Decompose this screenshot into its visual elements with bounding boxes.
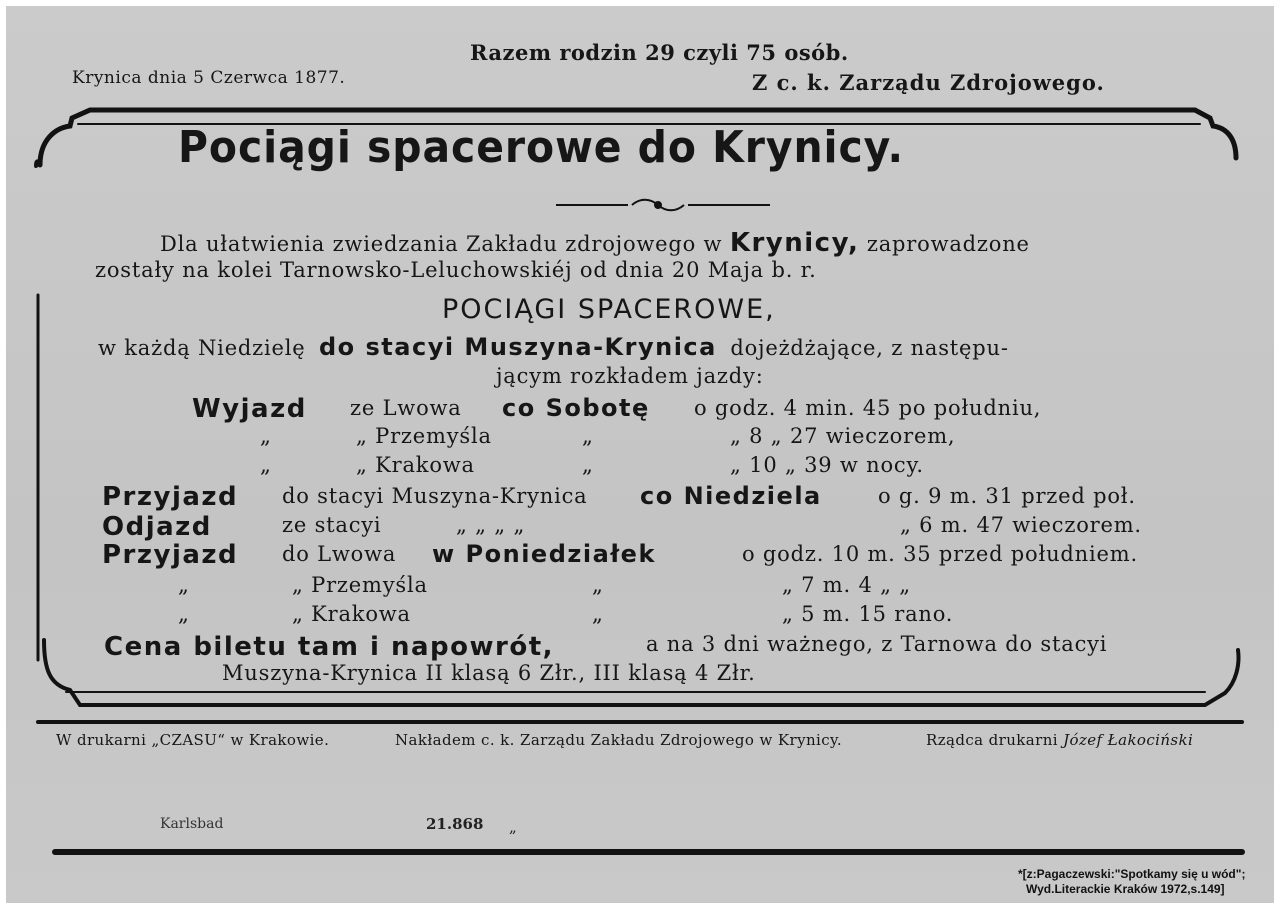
row-2-from: „ Przemyśla bbox=[356, 424, 492, 448]
next-list-name: Karlsbad bbox=[160, 816, 224, 832]
row-6-from: do Lwowa bbox=[282, 542, 397, 566]
publisher-imprint: Nakładem c. k. Zarządu Zakładu Zdrojowego w Krynicy. bbox=[395, 731, 843, 749]
price-line-2: Muszyna-Krynica II klasą 6 Złr., III klasą 4 Złr. bbox=[222, 661, 756, 685]
row-2-time: „ 8 „ 27 wieczorem, bbox=[730, 424, 956, 448]
row-7-from: „ Przemyśla bbox=[292, 573, 428, 597]
row-3-time: „ 10 „ 39 w nocy. bbox=[730, 453, 924, 477]
row-3-day: „ bbox=[582, 453, 594, 477]
row-3-label: „ bbox=[260, 453, 272, 477]
row-5-time: „ 6 m. 47 wieczorem. bbox=[900, 513, 1142, 537]
next-list-mark: „ bbox=[509, 818, 517, 836]
row-6-day: w Poniedziałek bbox=[432, 540, 656, 568]
row-4-from: do stacyi Muszyna-Krynica bbox=[282, 484, 588, 508]
title-divider-ornament bbox=[556, 200, 770, 211]
printer-imprint: W drukarni „CZASU“ w Krakowie. bbox=[56, 731, 330, 749]
price-text: a na 3 dni ważnego, z Tarnowa do stacyi bbox=[646, 632, 1108, 656]
row-5-from: ze stacyi bbox=[282, 513, 382, 537]
row-2-day: „ bbox=[582, 424, 594, 448]
print-manager-name: Józef Łakociński bbox=[1063, 731, 1194, 749]
row-1-time: o godz. 4 min. 45 po południu, bbox=[694, 396, 1042, 420]
sunday-text-c: dojeżdżające, z następu- bbox=[730, 336, 1009, 360]
row-8-label: „ bbox=[178, 602, 190, 626]
next-list-number: 21.868 bbox=[426, 815, 484, 833]
row-5-day: „ „ „ „ bbox=[456, 513, 526, 537]
intro-text-b: zaprowadzone bbox=[866, 232, 1030, 256]
source-credit-line-2: Wyd.Literackie Kraków 1972,s.149] bbox=[1026, 882, 1225, 896]
page-title: Pociągi spacerowe do Krynicy. bbox=[178, 122, 904, 173]
row-7-time: „ 7 m. 4 „ „ bbox=[782, 573, 911, 597]
intro-text-a: Dla ułatwienia zwiedzania Zakładu zdrojowego w bbox=[160, 232, 723, 256]
caps-heading: POCIĄGI SPACEROWE, bbox=[442, 294, 776, 325]
source-credit-line-1: *[z:Pagaczewski:"Spotkamy się u wód"; bbox=[1018, 867, 1246, 881]
row-5-label: Odjazd bbox=[102, 512, 212, 542]
schedule-intro: jącym rozkładem jazdy: bbox=[496, 364, 764, 388]
notice-date: Krynica dnia 5 Czerwca 1877. bbox=[72, 68, 346, 88]
sunday-station: do stacyi Muszyna-Krynica bbox=[319, 333, 717, 361]
row-1-day: co Sobotę bbox=[502, 394, 650, 422]
row-7-label: „ bbox=[178, 573, 190, 597]
row-8-from: „ Krakowa bbox=[292, 602, 411, 626]
issuer: Z c. k. Zarządu Zdrojowego. bbox=[752, 70, 1105, 95]
row-8-day: „ bbox=[592, 602, 604, 626]
sunday-line bbox=[98, 333, 1009, 361]
families-count: Razem rodzin 29 czyli 75 osób. bbox=[470, 40, 849, 65]
row-4-day: co Niedziela bbox=[640, 482, 822, 510]
intro-krynica: Krynicy, bbox=[729, 228, 860, 258]
row-8-time: „ 5 m. 15 rano. bbox=[782, 602, 954, 626]
row-4-label: Przyjazd bbox=[102, 482, 239, 512]
row-4-time: o g. 9 m. 31 przed poł. bbox=[878, 484, 1136, 508]
price-heading: Cena biletu tam i napowrót, bbox=[104, 632, 554, 662]
print-manager bbox=[926, 731, 1193, 749]
intro-line-2: zostały na kolei Tarnowsko-Leluchowskiéj od dnia 20 Maja b. r. bbox=[95, 258, 817, 282]
intro-line-1 bbox=[160, 228, 1030, 258]
sunday-text-a: w każdą Niedzielę bbox=[98, 336, 306, 360]
row-7-day: „ bbox=[592, 573, 604, 597]
row-1-from: ze Lwowa bbox=[350, 396, 462, 420]
row-6-time: o godz. 10 m. 35 przed południem. bbox=[742, 542, 1138, 566]
row-2-label: „ bbox=[260, 424, 272, 448]
row-3-from: „ Krakowa bbox=[356, 453, 475, 477]
row-1-label: Wyjazd bbox=[192, 394, 307, 424]
row-6-label: Przyjazd bbox=[102, 540, 239, 570]
print-manager-label: Rządca drukarni bbox=[926, 731, 1058, 749]
